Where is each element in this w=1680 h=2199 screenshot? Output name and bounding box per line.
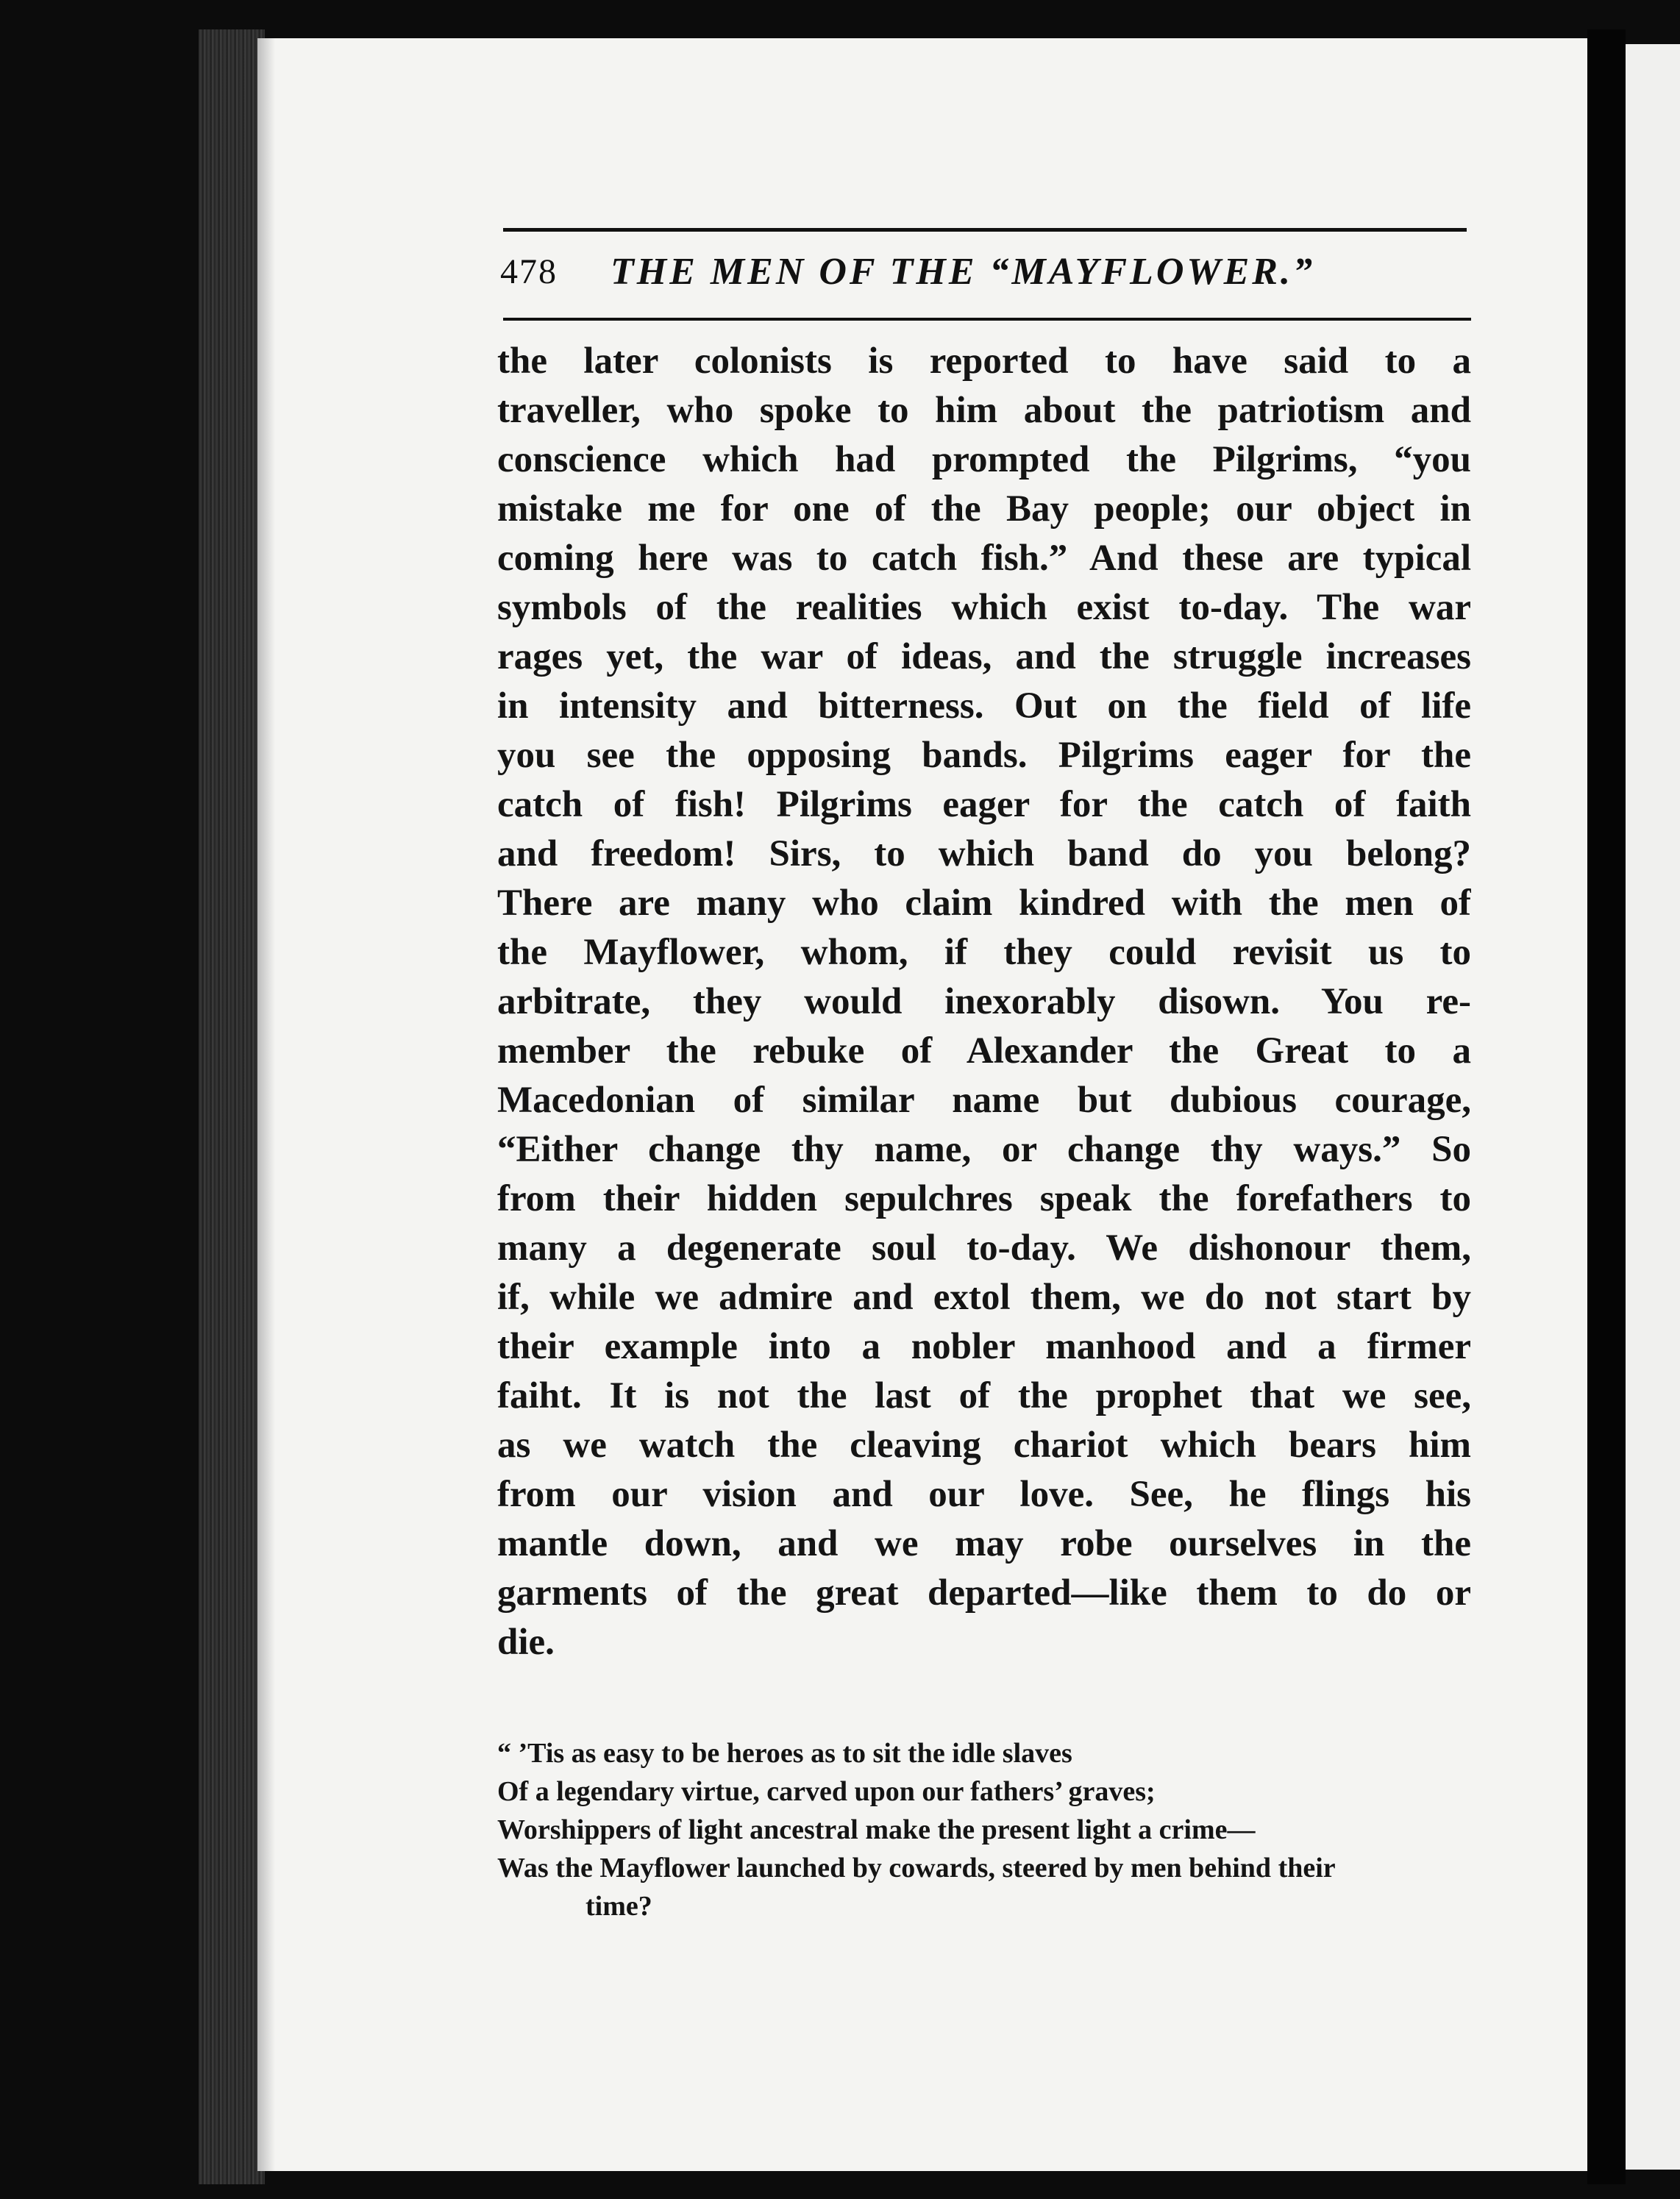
body-line: catch of fish! Pilgrims eager for the catch of faith (497, 784, 1471, 825)
facing-page-edge (1626, 44, 1680, 2170)
header-rule-top (503, 228, 1467, 232)
body-line: conscience which had prompted the Pilgrims, “you (497, 439, 1471, 480)
verse-quotation (497, 1734, 1476, 1925)
body-line: traveller, who spoke to him about the patriotism and (497, 390, 1471, 431)
body-line: garments of the great departed—like them to do or (497, 1572, 1471, 1614)
body-line: mantle down, and we may robe ourselves in the (497, 1523, 1471, 1564)
body-line: symbols of the realities which exist to-day. The war (497, 587, 1471, 628)
book-spine (1587, 29, 1626, 2184)
body-line: the Mayflower, whom, if they could revisit us to (497, 932, 1471, 973)
body-line: rages yet, the war of ideas, and the struggle increases (497, 636, 1471, 677)
body-line: their example into a nobler manhood and a firmer (497, 1326, 1471, 1367)
body-line: from their hidden sepulchres speak the forefathers to (497, 1178, 1471, 1219)
body-line: you see the opposing bands. Pilgrims eager for the (497, 735, 1471, 776)
running-head (500, 243, 1471, 302)
body-line: Macedonian of similar name but dubious courage, (497, 1080, 1471, 1121)
body-line: There are many who claim kindred with the men of (497, 883, 1471, 924)
verse-line: time? (585, 1891, 652, 1922)
body-line: many a degenerate soul to-day. We dishonour them, (497, 1227, 1471, 1269)
verse-line: Was the Mayflower launched by cowards, steered by men behind their (497, 1853, 1336, 1883)
body-text (497, 337, 1471, 1667)
header-rule-bottom (503, 318, 1471, 321)
body-line: die. (497, 1622, 555, 1663)
body-line: coming here was to catch fish.” And these are typical (497, 538, 1471, 579)
body-line: and freedom! Sirs, to which band do you belong? (497, 833, 1471, 874)
body-line: in intensity and bitterness. Out on the field of life (497, 685, 1471, 727)
verse-line: Worshippers of light ancestral make the present light a crime— (497, 1814, 1256, 1845)
body-line: from our vision and our love. See, he flings his (497, 1474, 1471, 1515)
body-line: if, while we admire and extol them, we do not start by (497, 1277, 1471, 1318)
verse-line: “ ’Tis as easy to be heroes as to sit the idle slaves (497, 1738, 1072, 1769)
body-line: mistake me for one of the Bay people; our object in (497, 488, 1471, 530)
body-line: faiht. It is not the last of the prophet that we see, (497, 1375, 1471, 1416)
body-line: as we watch the cleaving chariot which bears him (497, 1425, 1471, 1466)
verse-line: Of a legendary virtue, carved upon our fathers’ graves; (497, 1776, 1156, 1807)
body-line: arbitrate, they would inexorably disown. You re- (497, 981, 1471, 1022)
running-title: THE MEN OF THE “MAYFLOWER.” (611, 251, 1315, 293)
page-edges (199, 29, 265, 2184)
body-line: “Either change thy name, or change thy ways.” So (497, 1129, 1471, 1170)
page-number: 478 (500, 252, 558, 291)
body-line: member the rebuke of Alexander the Great to a (497, 1030, 1471, 1072)
page-gutter-shadow (257, 38, 275, 2171)
body-line: the later colonists is reported to have said to a (497, 341, 1471, 382)
